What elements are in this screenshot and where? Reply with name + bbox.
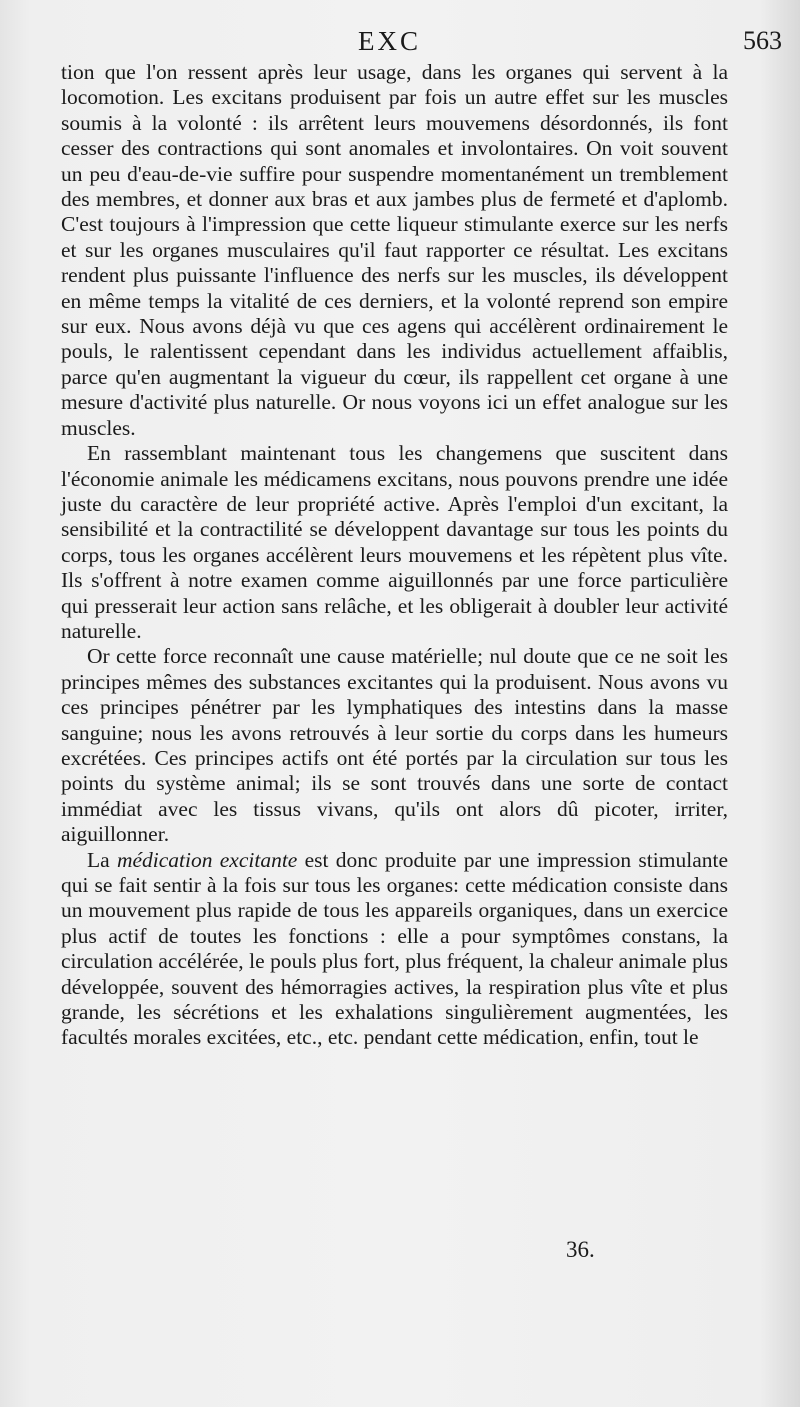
signature-mark: 36. bbox=[566, 1237, 595, 1262]
page-number: 563 bbox=[743, 26, 782, 55]
paragraph-1-text: tion que l'on ressent après leur usage, dans les organes qui servent à la locomotion. Les excitans produisent par fois un autre effet sur les muscles soumis à la volonté : ils arrêtent leurs mouvemens désordonnés, ils font cesser des contractions qui sont anomales et involontaires. On voit souvent un peu d'eau-de-vie suffire pour suspendre momentanément un tremblement des membres, et donner aux bras et aux jambes plus de fermeté et d'aplomb. C'est toujours à l'impression que cette liqueur stimulante exerce sur les nerfs et sur les organes musculaires qu'il faut rapporter ce résultat. Les excitans rendent plus puissante l'influence des nerfs sur les muscles, ils développent en même temps la vitalité de ces derniers, et la volonté reprend son empire sur eux. Nous avons déjà vu que ces agens qui accélèrent ordinairement le pouls, le ralentissent cependant dans les individus actuellement affaiblis, parce qu'en augmentant la vigueur du cœur, ils rappellent cet organe à une mesure d'activité plus naturelle. Or nous voyons ici un effet analogue sur les muscles. bbox=[61, 60, 728, 440]
body-text bbox=[61, 60, 728, 1051]
running-head bbox=[0, 26, 800, 60]
paragraph-4-text: est donc produite par une impression stimulante qui se fait sentir à la fois sur tous les organes: cette médication consiste dans un mouvement plus rapide de tous les appareils organiques, dans un exercice plus actif de toutes les fonctions : elle a pour symptômes constans, la circulation accélérée, le pouls plus fort, plus fréquent, la chaleur animale plus développée, souvent des hémorragies actives, la respiration plus vîte et plus grande, les sécrétions et les exhalations singulièrement augmentées, les facultés morales excitées, etc., etc. pendant cette médication, enfin, tout le bbox=[61, 847, 729, 1050]
paragraph-3 bbox=[61, 644, 728, 847]
paragraph-4-lead: La bbox=[87, 847, 117, 872]
paragraph-1 bbox=[61, 60, 728, 441]
page-title: EXC bbox=[358, 26, 421, 56]
paragraph-4 bbox=[61, 848, 728, 1051]
paragraph-2-text: En rassemblant maintenant tous les changemens que suscitent dans l'économie animale les médicamens excitans, nous pouvons prendre une idée juste du caractère de leur propriété active. Après l'emploi d'un excitant, la sensibilité et la contractilité se développent davantage sur tous les points du corps, tous les organes accélèrent leurs mouvemens et les répètent plus vîte. Ils s'offrent à notre examen comme aiguillonnés par une force particulière qui presserait leur action sans relâche, et les obligerait à doubler leur activité naturelle. bbox=[61, 441, 728, 643]
paragraph-3-text: Or cette force reconnaît une cause matérielle; nul doute que ce ne soit les principes mêmes des substances excitantes qui la produisent. Nous avons vu ces principes pénétrer par les lymphatiques des intestins dans la masse sanguine; nous les avons retrouvés à leur sortie du corps dans les humeurs excrétées. Ces principes actifs ont été portés par la circulation sur tous les points du système animal; ils se sont trouvés dans une sorte de contact immédiat avec les tissus vivans, qu'ils ont alors dû picoter, irriter, aiguillonner. bbox=[61, 644, 728, 847]
italic-term: médication excitante bbox=[116, 847, 298, 872]
paragraph-2 bbox=[61, 441, 728, 644]
